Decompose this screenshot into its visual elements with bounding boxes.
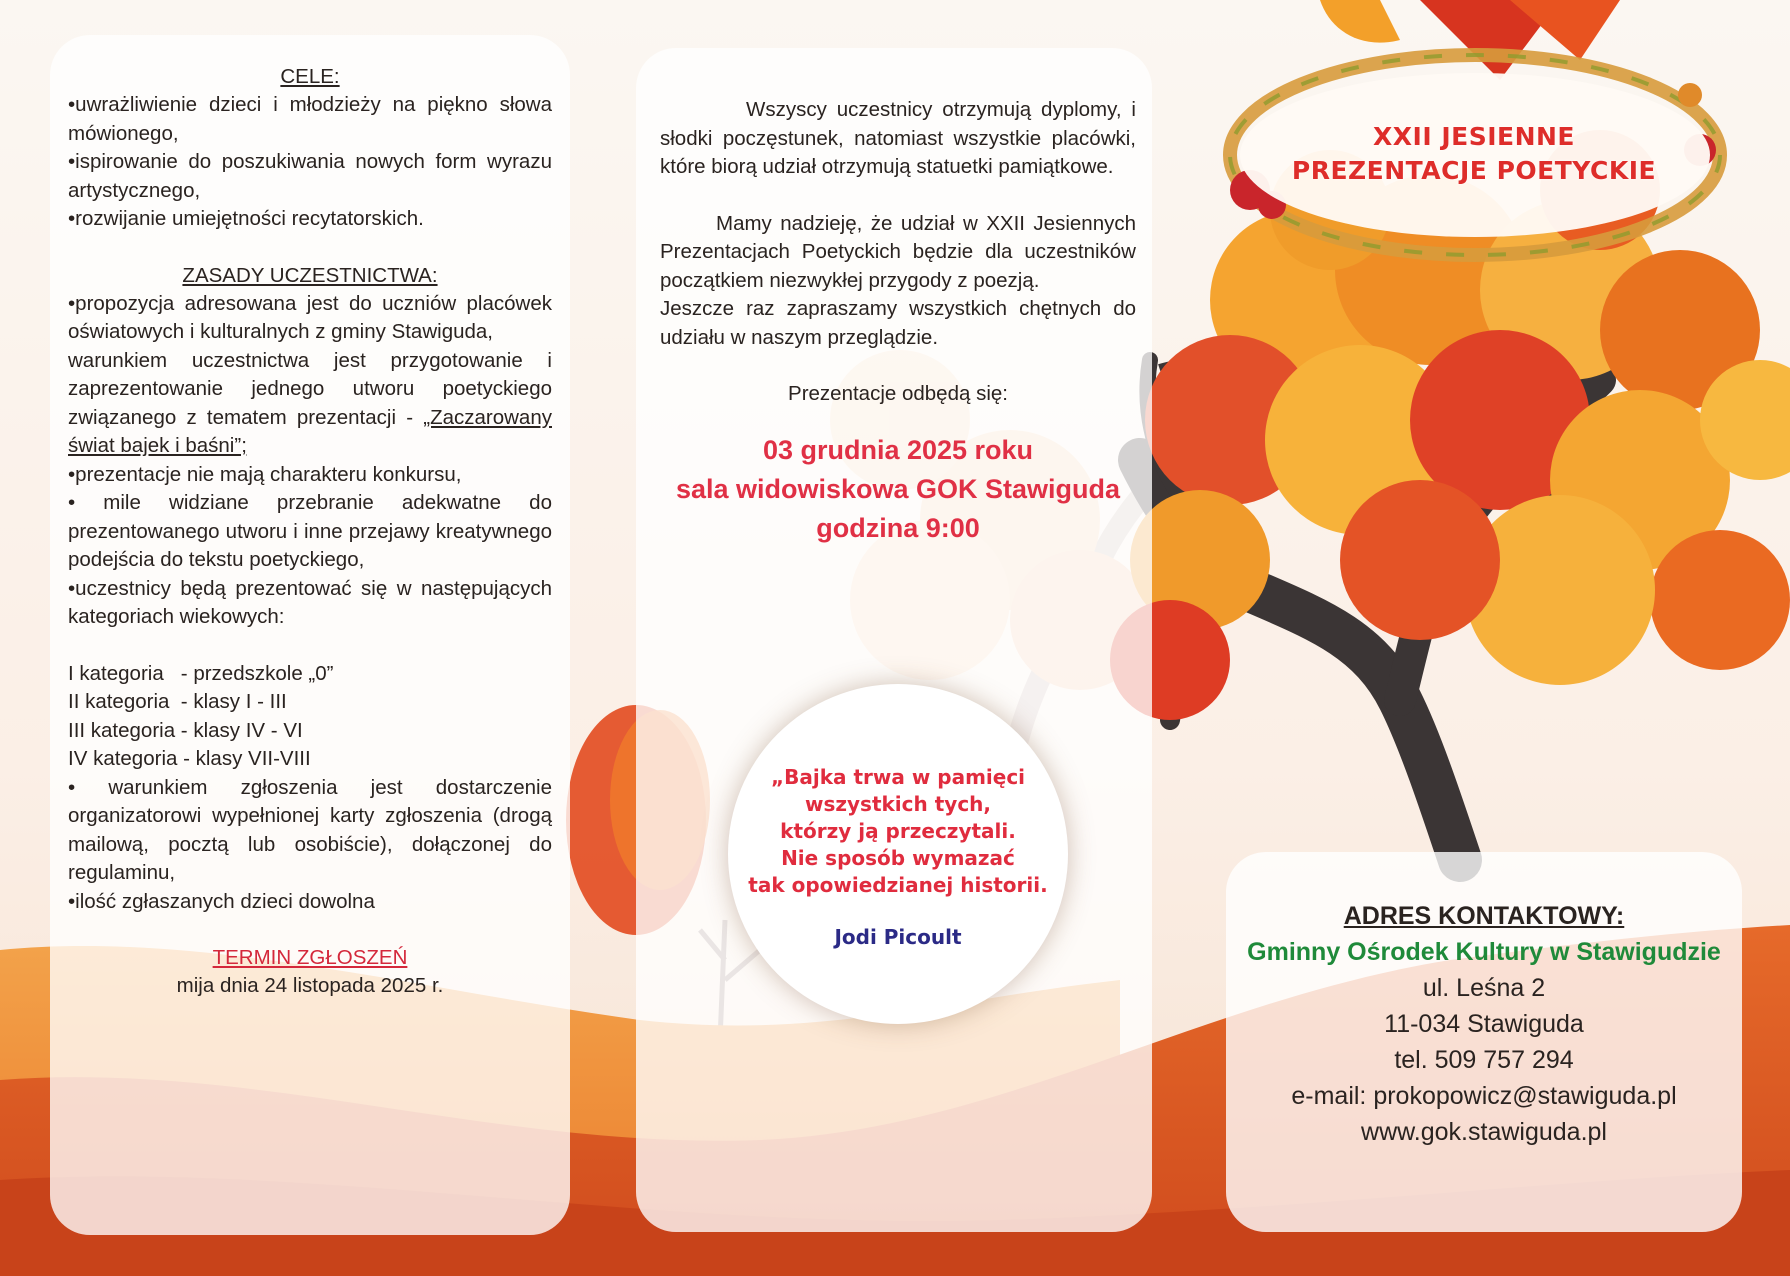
theme-title: „Zaczarowany świat bajek i baśni”; [68, 405, 552, 457]
rule-text: warunkiem uczestnictwa jest przygotowanie i zaprezentowanie jednego utworu poetyckiego związanego z tematem prezentacji - [68, 348, 552, 429]
event-time: godzina 9:00 [816, 512, 980, 543]
age-category: III kategoria - klasy IV - VI [68, 718, 303, 742]
quote-line: wszystkich tych, [804, 792, 992, 816]
deadline-text: mija dnia 24 listopada 2025 r. [176, 974, 444, 997]
contact-email: e-mail: prokopowicz@stawiguda.pl [1291, 1082, 1677, 1110]
goal-item: •uwrażliwienie dzieci i młodzieży na piękno słowa mówionego, [68, 93, 552, 145]
event-date: 03 grudnia 2025 roku [762, 434, 1034, 465]
info-paragraph: Jeszcze raz zapraszamy wszystkich chętnych do udziału w naszym przeglądzie. [660, 297, 1136, 349]
rules-heading: ZASADY UCZESTNICTWA: [182, 263, 438, 287]
rule-item: • mile widziane przebranie adekwatne do prezentowanego utworu i inne przejawy kreatywnego podejścia do tekstu poetyckiego, [68, 491, 552, 571]
deadline-heading: TERMIN ZGŁOSZEŃ [212, 946, 408, 969]
event-place: sala widowiskowa GOK Stawiguda [675, 473, 1121, 504]
rule-item: •propozycja adresowana jest do uczniów placówek oświatowych i kulturalnych z gminy Stawiguda, [68, 291, 552, 343]
panel-contact [1226, 852, 1742, 1232]
title-line: PREZENTACJE POETYCKIE [1291, 156, 1657, 185]
quote-line: którzy ją przeczytali. [780, 819, 1016, 843]
quote-line: „Bajka trwa w pamięci [770, 765, 1026, 789]
rule-item: •prezentacje nie mają charakteru konkursu, [68, 462, 462, 486]
rule-item [68, 347, 552, 461]
rule-item: • warunkiem zgłoszenia jest dostarczenie organizatorowi wypełnionej karty zgłoszenia (drogą mailową, pocztą lub osobiście), dołączonej do regulaminu, [68, 775, 552, 884]
contact-heading: ADRES KONTAKTOWY: [1343, 902, 1625, 930]
panel-info [636, 48, 1152, 1232]
contact-phone: tel. 509 757 294 [1394, 1046, 1574, 1074]
contact-organization: Gminny Ośrodek Kultury w Stawigudzie [1247, 938, 1721, 966]
contact-street: ul. Leśna 2 [1422, 974, 1546, 1002]
quote-line: Nie sposób wymazać [781, 846, 1015, 870]
contact-website: www.gok.stawiguda.pl [1361, 1118, 1607, 1146]
panel-rules [50, 35, 570, 1235]
title-line: XXII JESIENNE [1372, 122, 1576, 151]
goal-item: •ispirowanie do poszukiwania nowych form wyrazu artystycznego, [68, 150, 552, 202]
event-intro: Prezentacje odbędą się: [788, 382, 1008, 405]
info-paragraph: Wszyscy uczestnicy otrzymują dyplomy, i słodki poczęstunek, natomiast wszystkie placówki, które biorą udział otrzymują statuetki pamiątkowe. [660, 98, 1136, 178]
age-category: IV kategoria - klasy VII-VIII [68, 747, 311, 770]
rule-item: •ilość zgłaszanych dzieci dowolna [68, 889, 375, 913]
age-category: I kategoria - przedszkole „0” [68, 661, 334, 685]
contact-city: 11-034 Stawiguda [1384, 1010, 1584, 1038]
quote-author: Jodi Picoult [834, 925, 962, 949]
info-paragraph: Mamy nadzieję, że udział w XXII Jesiennych Prezentacjach Poetyckich będzie dla uczestników początkiem niezwykłej przygody z poezją. [660, 211, 1136, 292]
event-title [1240, 90, 1708, 230]
contact-block [1236, 898, 1732, 1150]
goals-heading: CELE: [280, 65, 340, 88]
quote-circle [728, 684, 1068, 1024]
goal-item: •rozwijanie umiejętności recytatorskich. [68, 207, 424, 230]
age-category: II kategoria - klasy I - III [68, 690, 287, 713]
rule-item: •uczestnicy będą prezentować się w następujących kategoriach wiekowych: [68, 576, 552, 628]
quote-line: tak opowiedzianej historii. [748, 873, 1048, 897]
